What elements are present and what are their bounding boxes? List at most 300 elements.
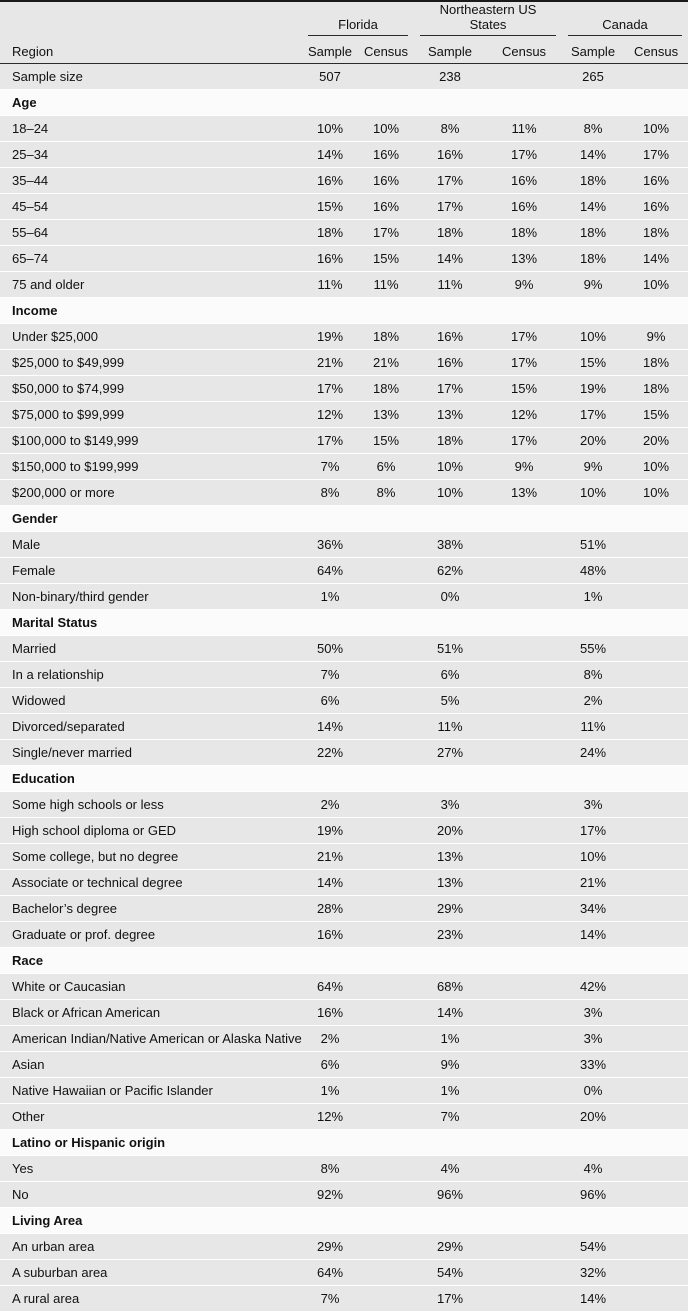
- spanner-northeastern-label: Northeastern US States: [420, 2, 556, 36]
- table-row: [0, 870, 688, 896]
- cell-value: 12%: [510, 407, 538, 422]
- section-label: Age: [12, 95, 37, 110]
- section-label: Gender: [12, 511, 58, 526]
- table-row: [0, 558, 688, 584]
- cell-value: 17%: [580, 407, 607, 422]
- cell-value: 13%: [436, 407, 464, 422]
- cell-value: 11%: [317, 277, 343, 292]
- cell-value: 6%: [440, 667, 460, 682]
- cell-value: [358, 1078, 414, 1104]
- cell-value: [624, 1156, 688, 1182]
- table-row: [0, 142, 688, 168]
- cell-value: [486, 64, 562, 90]
- cell-value: 29%: [436, 901, 464, 916]
- row-label: $150,000 to $199,999: [12, 459, 139, 474]
- row-label: A rural area: [12, 1291, 80, 1306]
- region-column-header: Region: [0, 36, 302, 64]
- cell-value: 18%: [436, 225, 464, 240]
- cell-value: 17%: [316, 433, 344, 448]
- cell-value: 0%: [583, 1083, 603, 1098]
- row-label: Under $25,000: [12, 329, 99, 344]
- cell-value: 3%: [583, 1031, 603, 1046]
- cell-value: 17%: [436, 1291, 464, 1306]
- row-label: Asian: [12, 1057, 45, 1072]
- cell-value: 7%: [320, 459, 340, 474]
- table-row: [0, 688, 688, 714]
- cell-value: 11%: [437, 719, 463, 734]
- cell-value: 6%: [376, 459, 396, 474]
- cell-value: 13%: [510, 485, 538, 500]
- cell-value: [358, 1156, 414, 1182]
- cell-value: 21%: [372, 355, 400, 370]
- table-row: [0, 740, 688, 766]
- cell-value: [358, 64, 414, 90]
- cell-value: [624, 1026, 688, 1052]
- section-row: [0, 1130, 688, 1156]
- cell-value: [358, 584, 414, 610]
- cell-value: 10%: [436, 459, 464, 474]
- cell-value: 20%: [643, 433, 670, 448]
- spanner-spacer: [0, 1, 302, 36]
- cell-value: 10%: [580, 329, 607, 344]
- cell-value: 64%: [316, 1265, 344, 1280]
- row-label: Male: [12, 537, 41, 552]
- cell-value: [358, 896, 414, 922]
- cell-value: 18%: [436, 433, 464, 448]
- cell-value: 18%: [643, 225, 670, 240]
- cell-value: [624, 714, 688, 740]
- cell-value: 27%: [436, 745, 464, 760]
- cell-value: 17%: [510, 329, 538, 344]
- cell-value: 5%: [440, 693, 460, 708]
- cell-value: [358, 1000, 414, 1026]
- column-header-florida-census: Census: [358, 36, 414, 64]
- spanner-row: [0, 1, 688, 36]
- cell-value: [486, 896, 562, 922]
- cell-value: 18%: [643, 381, 670, 396]
- table-row: [0, 376, 688, 402]
- cell-value: 0%: [440, 589, 460, 604]
- section-row: [0, 610, 688, 636]
- table-row: [0, 116, 688, 142]
- cell-value: [624, 896, 688, 922]
- cell-value: 33%: [580, 1057, 607, 1072]
- column-header-canada-sample: Sample: [562, 36, 624, 64]
- row-label: Single/never married: [12, 745, 132, 760]
- cell-value: 14%: [436, 1005, 464, 1020]
- table-row: [0, 818, 688, 844]
- cell-value: 16%: [436, 329, 464, 344]
- cell-value: 11%: [511, 121, 537, 136]
- cell-value: 14%: [643, 251, 670, 266]
- cell-value: 29%: [316, 1239, 344, 1254]
- cell-value: [358, 1234, 414, 1260]
- row-label: Female: [12, 563, 56, 578]
- cell-value: 11%: [373, 277, 399, 292]
- cell-value: [624, 818, 688, 844]
- section-label: Education: [12, 771, 75, 786]
- cell-value: [486, 1182, 562, 1208]
- spanner-florida: [302, 1, 414, 36]
- cell-value: 1%: [320, 1083, 340, 1098]
- row-label: American Indian/Native American or Alaska Native: [12, 1031, 302, 1046]
- cell-value: 15%: [643, 407, 670, 422]
- cell-value: 51%: [436, 641, 464, 656]
- cell-value: 3%: [440, 797, 460, 812]
- cell-value: 7%: [440, 1109, 460, 1124]
- cell-value: 10%: [580, 485, 607, 500]
- cell-value: 2%: [320, 797, 340, 812]
- row-label: Yes: [12, 1161, 34, 1176]
- cell-value: 68%: [436, 979, 464, 994]
- cell-value: [624, 870, 688, 896]
- cell-value: [624, 1078, 688, 1104]
- cell-value: [358, 818, 414, 844]
- cell-value: 10%: [372, 121, 400, 136]
- table-row: [0, 220, 688, 246]
- table-row: [0, 1000, 688, 1026]
- cell-value: 4%: [440, 1161, 460, 1176]
- cell-value: 12%: [316, 1109, 344, 1124]
- cell-value: 17%: [436, 199, 464, 214]
- cell-value: 16%: [436, 147, 464, 162]
- cell-value: 13%: [372, 407, 400, 422]
- cell-value: 2%: [583, 693, 603, 708]
- cell-value: 48%: [580, 563, 607, 578]
- cell-value: 20%: [436, 823, 464, 838]
- cell-value: 3%: [583, 1005, 603, 1020]
- table-row: [0, 922, 688, 948]
- row-label: Sample size: [12, 69, 83, 84]
- cell-value: [358, 1260, 414, 1286]
- row-label: Married: [12, 641, 57, 656]
- row-label: Widowed: [12, 693, 66, 708]
- cell-value: [486, 1026, 562, 1052]
- row-label: 45–54: [12, 199, 49, 214]
- section-label: Race: [12, 953, 44, 968]
- cell-value: 13%: [436, 875, 464, 890]
- cell-value: 20%: [580, 1109, 607, 1124]
- section-row: [0, 298, 688, 324]
- cell-value: 17%: [580, 823, 607, 838]
- cell-value: 96%: [580, 1187, 607, 1202]
- row-label: Other: [12, 1109, 45, 1124]
- cell-value: 11%: [437, 277, 463, 292]
- cell-value: 18%: [580, 173, 607, 188]
- cell-value: [486, 584, 562, 610]
- cell-value: 15%: [510, 381, 538, 396]
- table-row: [0, 896, 688, 922]
- table-row: [0, 1078, 688, 1104]
- cell-value: 8%: [320, 1161, 340, 1176]
- cell-value: 18%: [372, 381, 400, 396]
- cell-value: 16%: [372, 147, 400, 162]
- cell-value: 6%: [320, 1057, 340, 1072]
- cell-value: [358, 636, 414, 662]
- cell-value: 8%: [376, 485, 396, 500]
- cell-value: 11%: [580, 719, 606, 734]
- cell-value: 16%: [316, 173, 344, 188]
- cell-value: 6%: [320, 693, 340, 708]
- cell-value: [358, 532, 414, 558]
- cell-value: [624, 922, 688, 948]
- table-row: [0, 350, 688, 376]
- row-label: $200,000 or more: [12, 485, 115, 500]
- cell-value: 17%: [510, 433, 538, 448]
- cell-value: [624, 1286, 688, 1312]
- cell-value: 51%: [580, 537, 607, 552]
- cell-value: 62%: [436, 563, 464, 578]
- cell-value: 9%: [583, 459, 603, 474]
- cell-value: [358, 974, 414, 1000]
- cell-value: [624, 1052, 688, 1078]
- cell-value: 265: [582, 69, 604, 84]
- cell-value: [358, 1104, 414, 1130]
- cell-value: 9%: [583, 277, 603, 292]
- cell-value: 14%: [316, 147, 344, 162]
- cell-value: 9%: [440, 1057, 460, 1072]
- cell-value: [358, 844, 414, 870]
- cell-value: 14%: [436, 251, 464, 266]
- cell-value: 2%: [320, 1031, 340, 1046]
- cell-value: 238: [439, 69, 461, 84]
- cell-value: 38%: [436, 537, 464, 552]
- cell-value: 64%: [316, 979, 344, 994]
- cell-value: 14%: [316, 875, 344, 890]
- cell-value: 18%: [643, 355, 670, 370]
- row-label: Associate or technical degree: [12, 875, 183, 890]
- row-label: $75,000 to $99,999: [12, 407, 125, 422]
- spanner-canada-label: Canada: [568, 17, 682, 36]
- cell-value: 9%: [646, 329, 666, 344]
- cell-value: [624, 584, 688, 610]
- cell-value: 28%: [316, 901, 344, 916]
- cell-value: [624, 1234, 688, 1260]
- cell-value: [358, 740, 414, 766]
- cell-value: 507: [319, 69, 341, 84]
- table-row: [0, 1026, 688, 1052]
- table-body: [0, 64, 688, 1312]
- cell-value: 10%: [643, 277, 670, 292]
- table-row: [0, 480, 688, 506]
- cell-value: [486, 870, 562, 896]
- cell-value: 15%: [316, 199, 344, 214]
- cell-value: 7%: [320, 667, 340, 682]
- row-label: 65–74: [12, 251, 49, 266]
- section-label: Living Area: [12, 1213, 83, 1228]
- section-row: [0, 506, 688, 532]
- cell-value: [358, 792, 414, 818]
- cell-value: 1%: [583, 589, 603, 604]
- row-label: 75 and older: [12, 277, 85, 292]
- row-label: $50,000 to $74,999: [12, 381, 125, 396]
- cell-value: [624, 532, 688, 558]
- cell-value: 1%: [440, 1083, 460, 1098]
- cell-value: 8%: [320, 485, 340, 500]
- cell-value: [486, 636, 562, 662]
- cell-value: 18%: [580, 251, 607, 266]
- table-row: [0, 194, 688, 220]
- cell-value: 17%: [372, 225, 400, 240]
- column-header-northeastern-census: Census: [486, 36, 562, 64]
- cell-value: 50%: [316, 641, 344, 656]
- row-label: White or Caucasian: [12, 979, 126, 994]
- row-label: Bachelor’s degree: [12, 901, 118, 916]
- cell-value: 1%: [320, 589, 340, 604]
- cell-value: [486, 558, 562, 584]
- table-row: [0, 64, 688, 90]
- cell-value: 16%: [316, 927, 344, 942]
- cell-value: [358, 1286, 414, 1312]
- cell-value: 18%: [510, 225, 538, 240]
- row-label: Black or African American: [12, 1005, 161, 1020]
- column-header-canada-census: Census: [624, 36, 688, 64]
- cell-value: 17%: [510, 355, 538, 370]
- table-row: [0, 1156, 688, 1182]
- cell-value: 42%: [580, 979, 607, 994]
- cell-value: 16%: [643, 173, 670, 188]
- row-label: A suburban area: [12, 1265, 108, 1280]
- cell-value: 24%: [580, 745, 607, 760]
- cell-value: 14%: [316, 719, 344, 734]
- cell-value: [486, 922, 562, 948]
- cell-value: 32%: [580, 1265, 607, 1280]
- cell-value: [486, 818, 562, 844]
- cell-value: [358, 558, 414, 584]
- cell-value: 18%: [580, 225, 607, 240]
- row-label: $100,000 to $149,999: [12, 433, 139, 448]
- cell-value: 21%: [316, 849, 344, 864]
- cell-value: [624, 558, 688, 584]
- cell-value: 14%: [580, 199, 607, 214]
- cell-value: 8%: [440, 121, 460, 136]
- cell-value: 17%: [316, 381, 344, 396]
- cell-value: 12%: [316, 407, 344, 422]
- column-header-florida-sample: Sample: [302, 36, 358, 64]
- cell-value: [624, 792, 688, 818]
- cell-value: [358, 1182, 414, 1208]
- section-row: [0, 90, 688, 116]
- row-label: Divorced/separated: [12, 719, 125, 734]
- cell-value: [624, 64, 688, 90]
- section-label: Marital Status: [12, 615, 98, 630]
- table-row: [0, 584, 688, 610]
- row-label: Graduate or prof. degree: [12, 927, 156, 942]
- cell-value: 92%: [316, 1187, 344, 1202]
- cell-value: [624, 688, 688, 714]
- cell-value: 15%: [372, 433, 400, 448]
- cell-value: 3%: [583, 797, 603, 812]
- cell-value: 16%: [316, 1005, 344, 1020]
- cell-value: [624, 662, 688, 688]
- cell-value: [624, 1182, 688, 1208]
- cell-value: 16%: [510, 199, 538, 214]
- cell-value: [624, 740, 688, 766]
- table-row: [0, 714, 688, 740]
- cell-value: 13%: [436, 849, 464, 864]
- cell-value: 64%: [316, 563, 344, 578]
- cell-value: 13%: [510, 251, 538, 266]
- cell-value: 21%: [316, 355, 344, 370]
- cell-value: 10%: [643, 485, 670, 500]
- cell-value: [486, 1104, 562, 1130]
- section-row: [0, 1208, 688, 1234]
- row-label: High school diploma or GED: [12, 823, 177, 838]
- cell-value: 36%: [316, 537, 344, 552]
- cell-value: 19%: [316, 823, 344, 838]
- cell-value: 16%: [372, 199, 400, 214]
- row-label: Some college, but no degree: [12, 849, 179, 864]
- cell-value: 15%: [372, 251, 400, 266]
- row-label: In a relationship: [12, 667, 104, 682]
- row-label: 35–44: [12, 173, 49, 188]
- cell-value: 96%: [436, 1187, 464, 1202]
- section-label: Income: [12, 303, 58, 318]
- cell-value: [486, 1078, 562, 1104]
- cell-value: [486, 792, 562, 818]
- cell-value: 20%: [580, 433, 607, 448]
- table-row: [0, 636, 688, 662]
- subheader-row: [0, 36, 688, 64]
- cell-value: 14%: [580, 927, 607, 942]
- cell-value: 34%: [580, 901, 607, 916]
- table-row: [0, 532, 688, 558]
- table-row: [0, 324, 688, 350]
- row-label: 55–64: [12, 225, 49, 240]
- table-row: [0, 246, 688, 272]
- cell-value: 21%: [580, 875, 607, 890]
- cell-value: 17%: [436, 381, 464, 396]
- table-row: [0, 1286, 688, 1312]
- section-label: Latino or Hispanic origin: [12, 1135, 166, 1150]
- cell-value: 9%: [514, 459, 534, 474]
- cell-value: [624, 1000, 688, 1026]
- cell-value: 10%: [316, 121, 344, 136]
- spanner-canada: [562, 1, 688, 36]
- cell-value: 14%: [580, 147, 607, 162]
- cell-value: [624, 636, 688, 662]
- cell-value: [358, 662, 414, 688]
- cell-value: 10%: [643, 121, 670, 136]
- cell-value: 22%: [316, 745, 344, 760]
- cell-value: [486, 714, 562, 740]
- cell-value: [624, 1260, 688, 1286]
- cell-value: [486, 844, 562, 870]
- table-row: [0, 454, 688, 480]
- table-row: [0, 1052, 688, 1078]
- cell-value: 23%: [436, 927, 464, 942]
- cell-value: [486, 974, 562, 1000]
- cell-value: 1%: [440, 1031, 460, 1046]
- table-row: [0, 1234, 688, 1260]
- cell-value: 19%: [316, 329, 344, 344]
- table-row: [0, 1260, 688, 1286]
- cell-value: 17%: [436, 173, 464, 188]
- cell-value: [486, 662, 562, 688]
- cell-value: [358, 922, 414, 948]
- row-label: $25,000 to $49,999: [12, 355, 125, 370]
- row-label: 25–34: [12, 147, 49, 162]
- cell-value: 18%: [316, 225, 344, 240]
- table-header: [0, 1, 688, 64]
- cell-value: 14%: [580, 1291, 607, 1306]
- cell-value: 54%: [580, 1239, 607, 1254]
- section-row: [0, 766, 688, 792]
- cell-value: [486, 1156, 562, 1182]
- cell-value: 55%: [580, 641, 607, 656]
- cell-value: [486, 1260, 562, 1286]
- cell-value: [358, 688, 414, 714]
